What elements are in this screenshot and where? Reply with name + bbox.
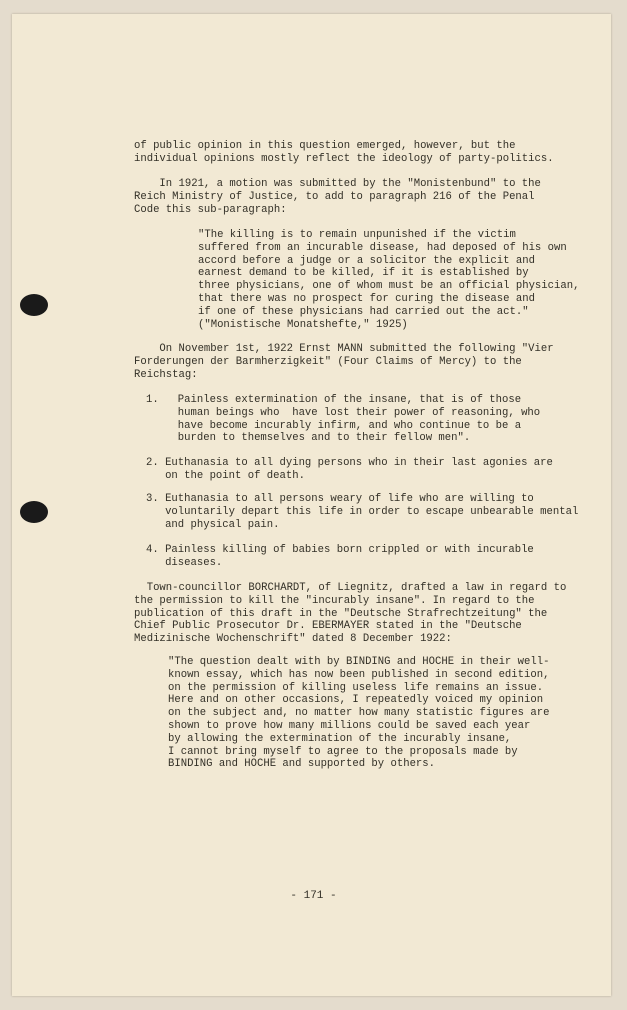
page-number: - 171 - <box>290 890 337 902</box>
quote-monistenbund: "The killing is to remain unpunished if the victim suffered from an incurable disease, had deposed of his own accord before a judge or a solicitor the explicit and earnest demand to be killed, if it is established by three physicians, one of whom must be an official physician, that there was no prospect for curing the disease and if one of these physicians had carried out the act." ("Monistische Monatshefte," 1925) <box>198 229 580 331</box>
paragraph-1921-motion: In 1921, a motion was submitted by the "Monistenbund" to the Reich Ministry of Justice, to add to paragraph 216 of the Penal Code this sub-paragraph: <box>134 178 541 216</box>
paragraph-ernst-mann: On November 1st, 1922 Ernst MANN submitted the following "Vier Forderungen der Barmherzigkeit" (Four Claims of Mercy) to the Reichstag: <box>134 343 554 381</box>
claim-item-3: 3. Euthanasia to all persons weary of life who are willing to voluntarily depart this life in order to escape unbearable mental and physical pain. <box>146 493 579 531</box>
quote-ebermayer: "The question dealt with by BINDING and HOCHE in their well- known essay, which has now been published in second edition, on the permission of killing useless life remains an issue. Here and on other occasions, I repeatedly voiced my opinion on the subject and, no matter how many statistic figures are shown to prove how many millions could be saved each year by allowing the extermination of the incurably insane, I cannot bring myself to agree to the proposals made by BINDING and HOCHE and supported by others. <box>168 656 550 771</box>
paragraph-public-opinion: of public opinion in this question emerged, however, but the individual opinions mostly reflect the ideology of party-politics. <box>134 140 554 165</box>
claim-item-4: 4. Painless killing of babies born crippled or with incurable diseases. <box>146 544 534 569</box>
paragraph-borchardt: Town-councillor BORCHARDT, of Liegnitz, drafted a law in regard to the permission to kill the "incurably insane". In regard to the publication of this draft in the "Deutsche Strafrechtzeitung" the Chief Public Prosecutor Dr. EBERMAYER stated in the "Deutsche Medizinische Wochenschrift" dated 8 December 1922: <box>134 582 567 646</box>
claim-item-1: 1. Painless extermination of the insane, that is of those human beings who have lost their power of reasoning, who have become incurably infirm, and who continue to be a burden to themselves and to their fellow men". <box>146 394 541 445</box>
claim-item-2: 2. Euthanasia to all dying persons who in their last agonies are on the point of death. <box>146 457 553 482</box>
